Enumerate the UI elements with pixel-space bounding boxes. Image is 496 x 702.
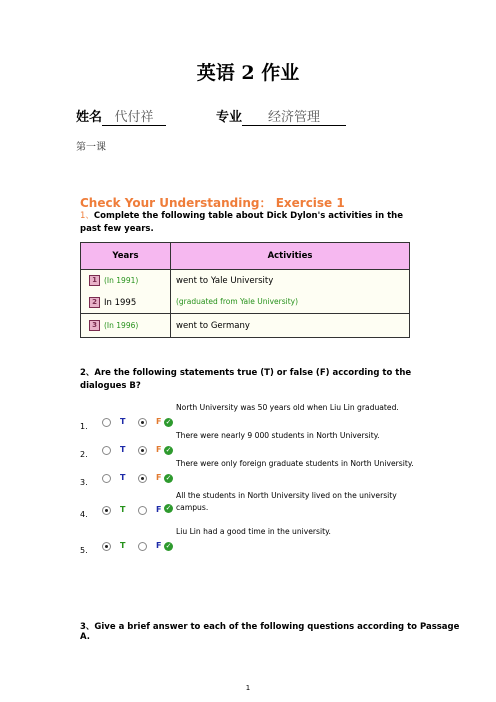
exercise-heading: Check Your Understanding： Exercise 1 — [80, 196, 345, 210]
true-radio[interactable] — [102, 418, 111, 427]
false-radio[interactable] — [138, 474, 147, 483]
year-value: In 1995 — [104, 297, 137, 308]
checkmark-icon: ✓ — [165, 418, 172, 426]
false-label: F — [156, 473, 162, 482]
table-row — [81, 314, 410, 338]
activities-table — [80, 242, 410, 338]
document-title: 英语 2 作业 — [196, 62, 300, 84]
tf-item-number: 4. — [80, 510, 88, 519]
number-3-icon: 3 — [89, 320, 100, 331]
tf-item — [80, 490, 425, 524]
column-header-activities: Activities — [171, 243, 410, 270]
false-radio[interactable] — [138, 542, 147, 551]
question-3: 3、Give a brief answer to each of the following questions according to Passage A. — [80, 622, 460, 642]
false-radio[interactable] — [138, 506, 147, 515]
tf-item — [80, 458, 425, 488]
table-row — [81, 270, 410, 292]
tf-item-number: 1. — [80, 422, 88, 431]
true-label: T — [120, 473, 126, 482]
column-header-years: Years — [81, 243, 171, 270]
name-label: 姓名 — [76, 110, 103, 125]
false-label: F — [156, 505, 162, 514]
question-2: 2、Are the following statements true (T) or false (F) according to the dialogues B? — [80, 368, 412, 391]
checkmark-icon: ✓ — [165, 446, 172, 454]
lesson-label: 第一课 — [76, 142, 106, 153]
true-radio[interactable] — [102, 474, 111, 483]
true-radio[interactable] — [102, 506, 111, 515]
page-number: 1 — [245, 684, 251, 692]
tf-statement: There were nearly 9 000 students in North University. — [176, 431, 380, 440]
name-line — [76, 106, 166, 126]
true-radio[interactable] — [102, 542, 111, 551]
tf-item — [80, 430, 425, 460]
year-answer[interactable]: (In 1991) — [104, 276, 139, 286]
major-label: 专业 — [216, 110, 243, 125]
true-label: T — [120, 505, 126, 514]
activity-cell: went to Germany — [171, 314, 410, 338]
false-label: F — [156, 445, 162, 454]
false-label: F — [156, 417, 162, 426]
true-label: T — [120, 541, 126, 550]
number-1-icon: 1 — [89, 275, 100, 286]
question-1-number: 1、 — [80, 211, 94, 221]
true-label: T — [120, 417, 126, 426]
year-cell — [81, 270, 171, 292]
checkmark-icon: ✓ — [165, 504, 172, 512]
year-cell — [81, 292, 171, 314]
year-answer[interactable]: (In 1996) — [104, 321, 139, 330]
table-row — [81, 292, 410, 314]
false-label: F — [156, 541, 162, 550]
activity-cell: went to Yale University — [171, 270, 410, 292]
false-radio[interactable] — [138, 446, 147, 455]
activity-answer[interactable]: (graduated from Yale University) — [176, 297, 298, 307]
true-label: T — [120, 445, 126, 454]
tf-item-number: 5. — [80, 546, 88, 555]
major-line — [216, 106, 346, 126]
tf-statement: All the students in North University lived on the university campus. — [176, 491, 397, 512]
tf-item — [80, 526, 425, 556]
checkmark-icon: ✓ — [165, 474, 172, 482]
tf-statement: There were only foreign graduate students in North University. — [176, 459, 414, 468]
question-1-text: Complete the following table about Dick Dylon's activities in the past few years. — [80, 211, 403, 234]
major-value: 经济管理 — [242, 106, 346, 126]
year-cell — [81, 314, 171, 338]
tf-item-number: 2. — [80, 450, 88, 459]
tf-statement: Liu Lin had a good time in the university. — [176, 527, 331, 536]
tf-item-number: 3. — [80, 478, 88, 487]
true-radio[interactable] — [102, 446, 111, 455]
tf-item — [80, 402, 425, 432]
question-1 — [80, 210, 425, 236]
activity-cell — [171, 292, 410, 314]
name-value: 代付祥 — [102, 106, 166, 126]
tf-statement: North University was 50 years old when Liu Lin graduated. — [176, 403, 399, 412]
false-radio[interactable] — [138, 418, 147, 427]
number-2-icon: 2 — [89, 297, 100, 308]
checkmark-icon: ✓ — [165, 542, 172, 550]
